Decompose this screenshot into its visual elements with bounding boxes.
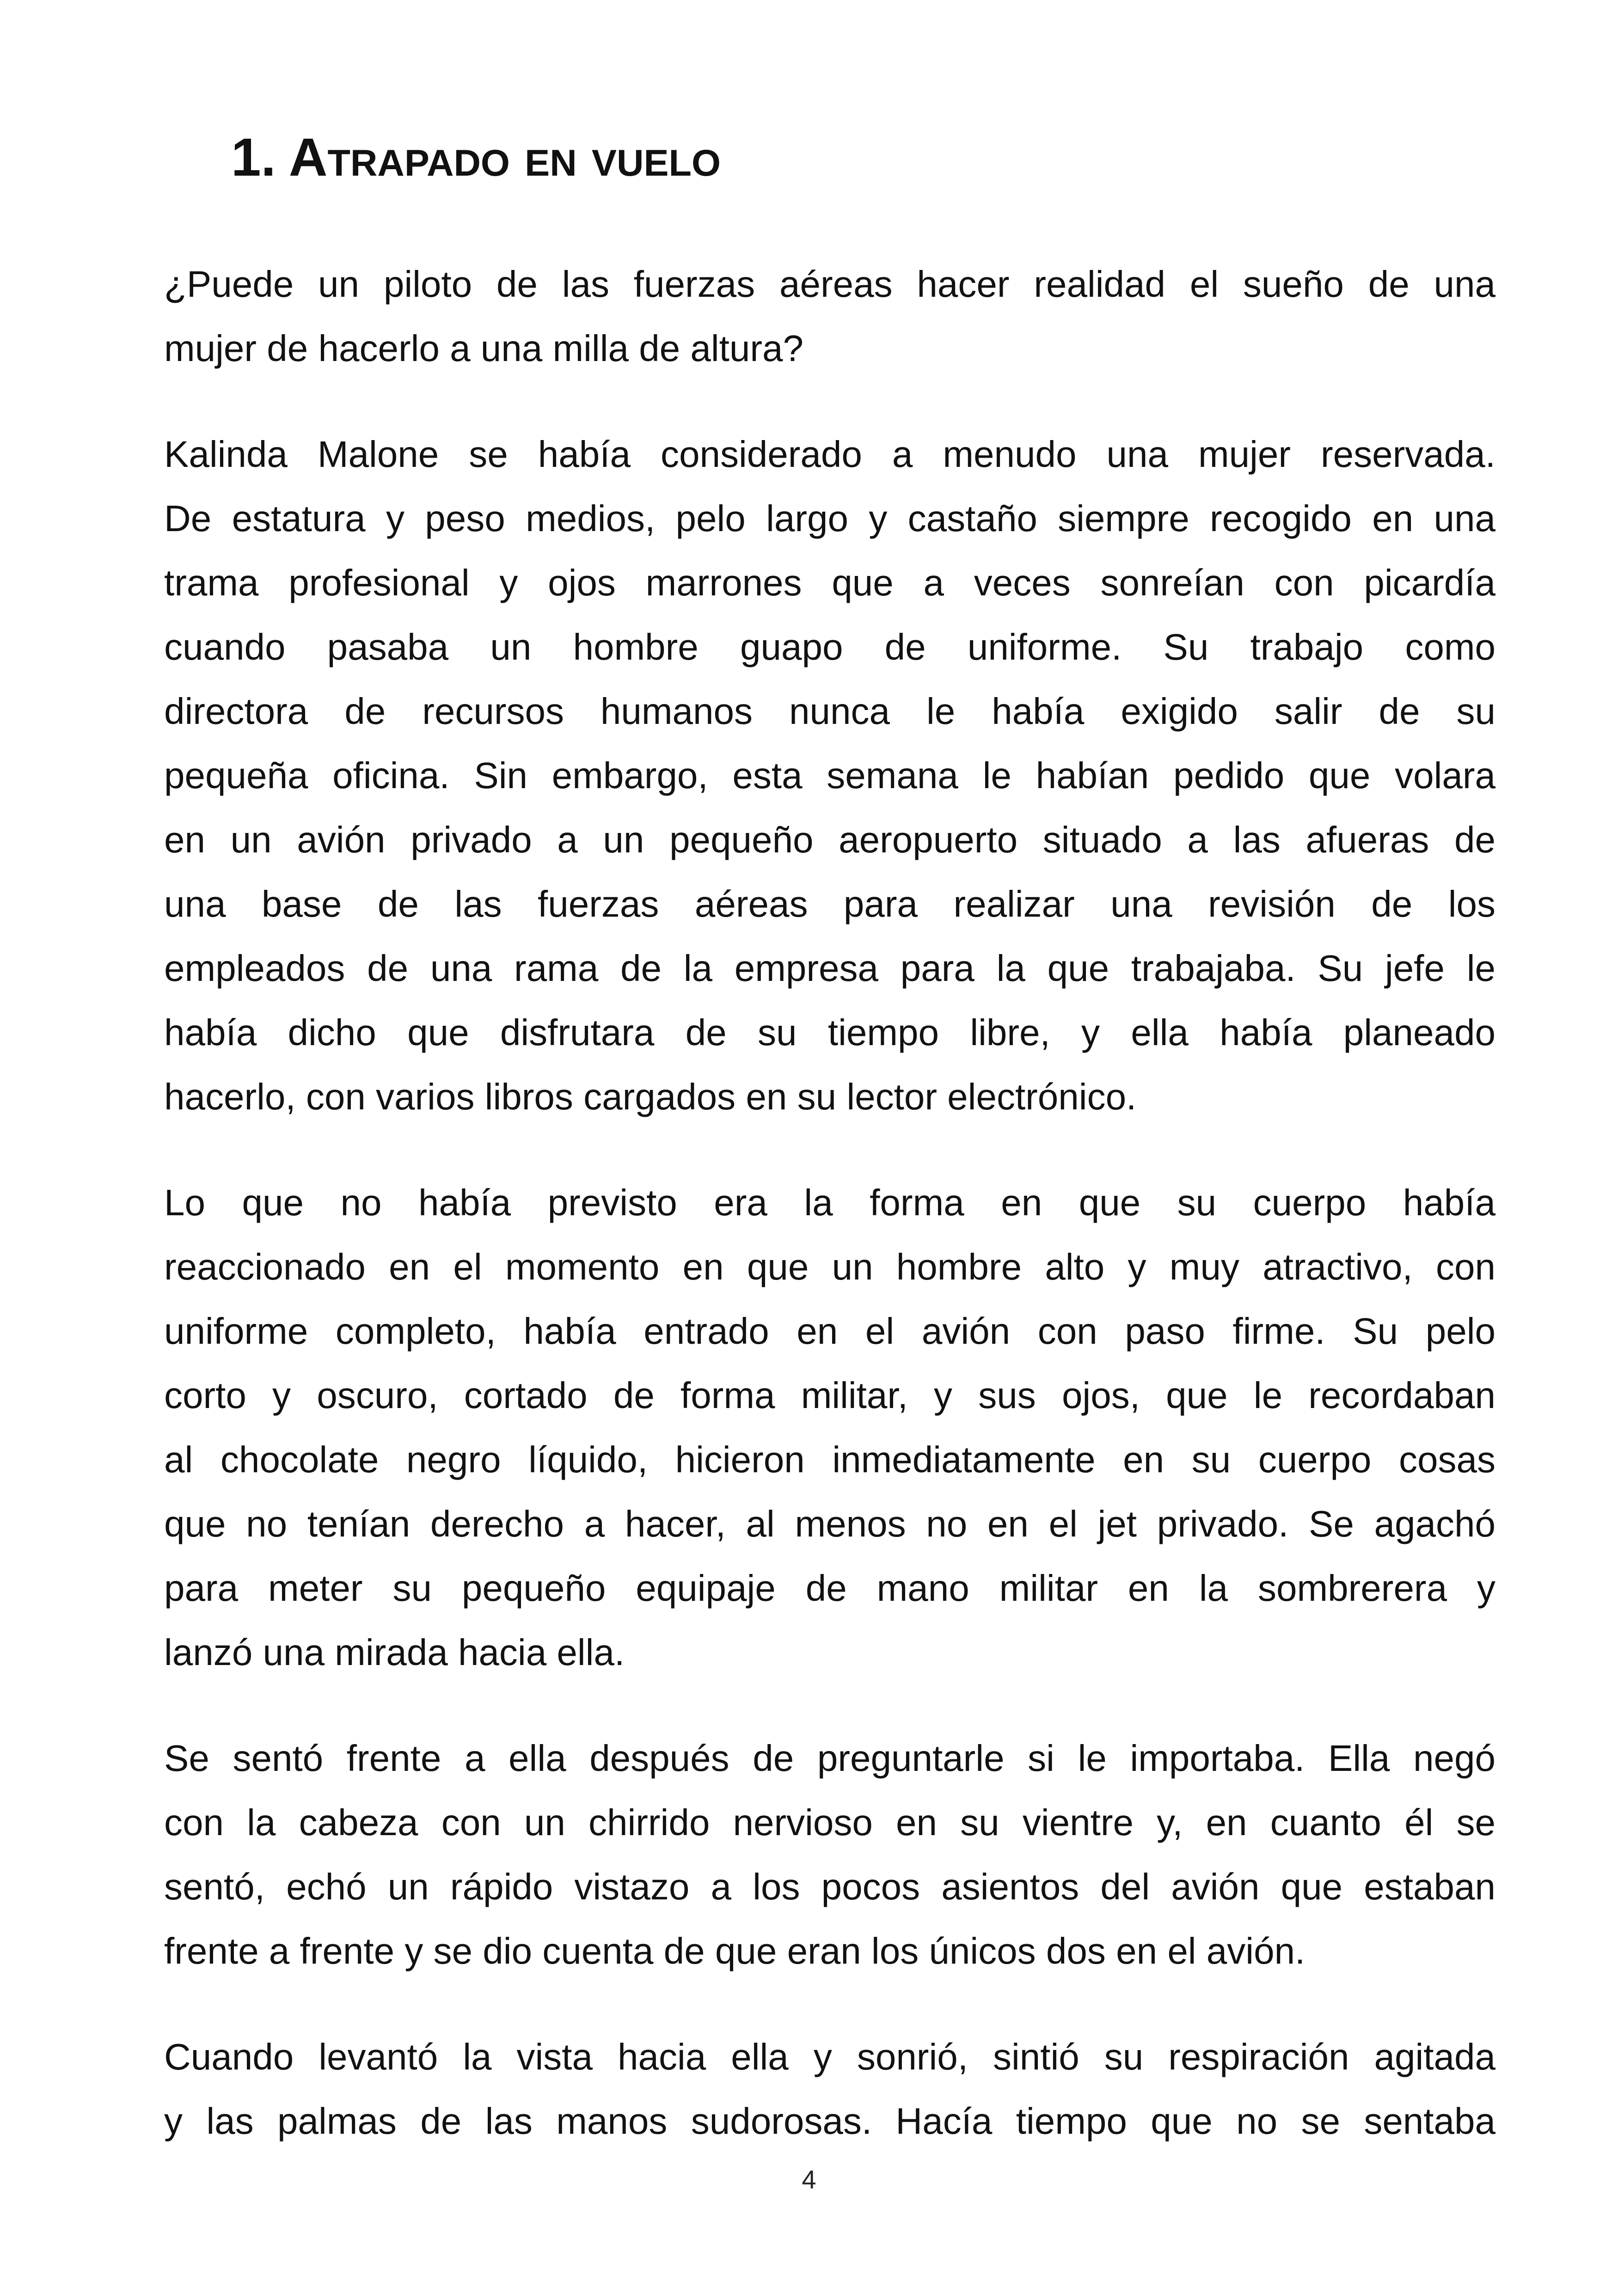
text-line: pequeña oficina. Sin embargo, esta semana le habían pedido que volara	[164, 755, 1495, 796]
page-number: 4	[802, 2165, 816, 2194]
text-line: lanzó una mirada hacia ella.	[164, 1632, 625, 1673]
paragraph	[164, 1170, 1495, 1684]
chapter-title	[231, 120, 721, 194]
text-line: para meter su pequeño equipaje de mano militar en la sombrerera y	[164, 1567, 1495, 1609]
text-line: corto y oscuro, cortado de forma militar, y sus ojos, que le recordaban	[164, 1375, 1495, 1416]
text-line: Cuando levantó la vista hacia ella y sonrió, sintió su respiración agitada	[164, 2036, 1495, 2077]
text-line: sentó, echó un rápido vistazo a los pocos asientos del avión que estaban	[164, 1866, 1495, 1907]
text-line: al chocolate negro líquido, hicieron inmediatamente en su cuerpo cosas	[164, 1439, 1495, 1480]
chapter-title-text: Atrapado en vuelo	[288, 127, 721, 187]
text-line: frente a frente y se dio cuenta de que eran los únicos dos en el avión.	[164, 1930, 1305, 1971]
text-line: De estatura y peso medios, pelo largo y castaño siempre recogido en una	[164, 498, 1495, 539]
text-line: que no tenían derecho a hacer, al menos no en el jet privado. Se agachó	[164, 1503, 1495, 1544]
text-line: hacerlo, con varios libros cargados en su lector electrónico.	[164, 1076, 1137, 1117]
text-line: ¿Puede un piloto de las fuerzas aéreas hacer realidad el sueño de una	[164, 263, 1495, 305]
text-line: y las palmas de las manos sudorosas. Hacía tiempo que no se sentaba	[164, 2100, 1495, 2142]
chapter-number: 1.	[231, 127, 276, 187]
text-line: reaccionado en el momento en que un hombre alto y muy atractivo, con	[164, 1246, 1495, 1287]
text-line: Kalinda Malone se había considerado a menudo una mujer reservada.	[164, 434, 1495, 475]
text-line: una base de las fuerzas aéreas para realizar una revisión de los	[164, 883, 1495, 925]
text-line: uniforme completo, había entrado en el avión con paso firme. Su pelo	[164, 1310, 1495, 1352]
text-line: empleados de una rama de la empresa para la que trabajaba. Su jefe le	[164, 948, 1495, 989]
text-line: Se sentó frente a ella después de preguntarle si le importaba. Ella negó	[164, 1738, 1495, 1779]
text-line: con la cabeza con un chirrido nervioso en su vientre y, en cuanto él se	[164, 1802, 1495, 1843]
paragraph	[164, 1726, 1495, 1983]
text-line: Lo que no había previsto era la forma en que su cuerpo había	[164, 1182, 1495, 1223]
text-line: cuando pasaba un hombre guapo de uniforme. Su trabajo como	[164, 626, 1495, 667]
body-text	[164, 252, 1495, 2195]
text-line: directora de recursos humanos nunca le había exigido salir de su	[164, 691, 1495, 732]
text-line: trama profesional y ojos marrones que a veces sonreían con picardía	[164, 562, 1495, 603]
text-line: mujer de hacerlo a una milla de altura?	[164, 328, 804, 369]
paragraph	[164, 2025, 1495, 2153]
paragraph	[164, 422, 1495, 1129]
text-line: había dicho que disfrutara de su tiempo libre, y ella había planeado	[164, 1012, 1495, 1053]
paragraph	[164, 252, 1495, 380]
text-line: en un avión privado a un pequeño aeropuerto situado a las afueras de	[164, 819, 1495, 860]
